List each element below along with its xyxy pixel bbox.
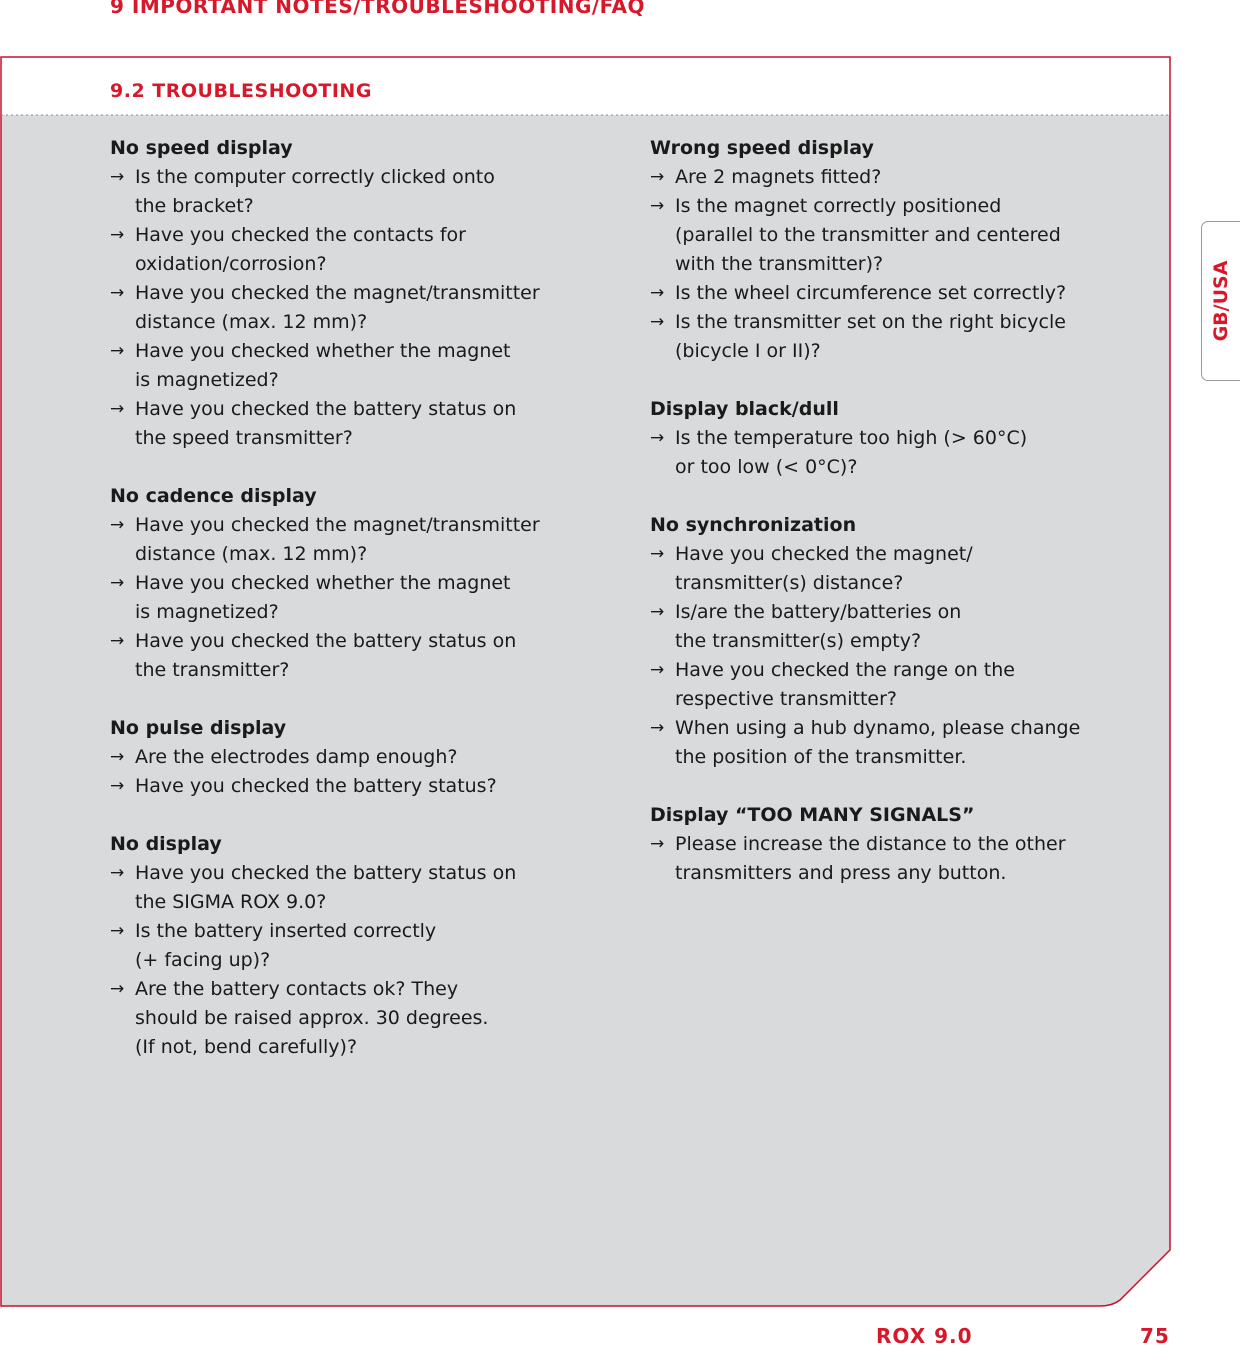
checklist-item xyxy=(110,511,610,569)
item-text-line: Have you checked the battery status? xyxy=(135,775,497,797)
checklist-item xyxy=(650,714,1160,772)
troubleshooting-block xyxy=(110,134,610,453)
checklist-item xyxy=(650,163,1160,192)
troubleshooting-block xyxy=(650,134,1160,366)
item-text-line: the position of the transmitter. xyxy=(675,746,967,768)
arrow-right-icon: → xyxy=(110,979,125,999)
block-heading: No cadence display xyxy=(110,485,317,507)
checklist-item xyxy=(110,627,610,685)
troubleshooting-block xyxy=(110,830,610,1062)
item-text-line: transmitters and press any button. xyxy=(675,862,1007,884)
item-text-line: Is the temperature too high (> 60°C) xyxy=(675,427,1028,449)
item-text-line: the transmitter? xyxy=(135,659,290,681)
checklist-item xyxy=(650,598,1160,656)
language-tab[interactable] xyxy=(1201,221,1240,381)
item-text-line: respective transmitter? xyxy=(675,688,897,710)
block-heading: Wrong speed display xyxy=(650,137,874,159)
item-text-line: When using a hub dynamo, please change xyxy=(675,717,1081,739)
troubleshooting-block xyxy=(650,395,1160,482)
item-text-line: Is/are the battery/batteries on xyxy=(675,601,962,623)
block-heading: No pulse display xyxy=(110,717,287,739)
item-text-line: Are the electrodes damp enough? xyxy=(135,746,458,768)
item-text-line: Have you checked the battery status on xyxy=(135,398,517,420)
item-text-line: (If not, bend carefully)? xyxy=(135,1036,358,1058)
checklist-item xyxy=(650,308,1160,366)
checklist-item xyxy=(650,656,1160,714)
troubleshooting-block xyxy=(650,511,1160,772)
item-text-line: the transmitter(s) empty? xyxy=(675,630,922,652)
checklist-item xyxy=(110,395,610,453)
arrow-right-icon: → xyxy=(110,776,125,796)
arrow-right-icon: → xyxy=(110,341,125,361)
arrow-right-icon: → xyxy=(110,863,125,883)
item-text-line: transmitter(s) distance? xyxy=(675,572,904,594)
item-text-line: Have you checked the battery status on xyxy=(135,862,517,884)
item-text-line: the bracket? xyxy=(135,195,254,217)
arrow-right-icon: → xyxy=(110,747,125,767)
page-number: 75 xyxy=(1140,1324,1170,1348)
arrow-right-icon: → xyxy=(650,718,665,738)
item-text-line: Have you checked whether the magnet xyxy=(135,340,511,362)
arrow-right-icon: → xyxy=(650,834,665,854)
item-text-line: oxidation/corrosion? xyxy=(135,253,327,275)
item-text-line: Is the battery inserted correctly xyxy=(135,920,437,942)
checklist-item xyxy=(110,743,610,772)
block-heading: No display xyxy=(110,833,222,855)
item-text-line: Is the wheel circumference set correctly? xyxy=(675,282,1067,304)
checklist-item xyxy=(110,917,610,975)
checklist-item xyxy=(110,569,610,627)
item-text-line: the SIGMA ROX 9.0? xyxy=(135,891,327,913)
language-tab-label: GB/USA xyxy=(1210,260,1232,342)
chapter-title: 9 IMPORTANT NOTES/TROUBLESHOOTING/FAQ xyxy=(110,0,646,18)
item-text-line: with the transmitter)? xyxy=(675,253,884,275)
arrow-right-icon: → xyxy=(650,312,665,332)
checklist-item xyxy=(110,163,610,221)
checklist-item xyxy=(650,424,1160,482)
item-text-line: Have you checked the range on the xyxy=(675,659,1015,681)
arrow-right-icon: → xyxy=(110,573,125,593)
arrow-right-icon: → xyxy=(650,428,665,448)
arrow-right-icon: → xyxy=(110,225,125,245)
block-heading: Display “TOO MANY SIGNALS” xyxy=(650,804,975,826)
arrow-right-icon: → xyxy=(110,631,125,651)
checklist-item xyxy=(650,830,1160,888)
arrow-right-icon: → xyxy=(650,167,665,187)
checklist-item xyxy=(110,772,610,801)
troubleshooting-block xyxy=(110,714,610,801)
item-text-line: Have you checked the magnet/ xyxy=(675,543,973,565)
item-text-line: the speed transmitter? xyxy=(135,427,353,449)
arrow-right-icon: → xyxy=(110,515,125,535)
right-column xyxy=(650,134,1160,917)
arrow-right-icon: → xyxy=(650,196,665,216)
item-text-line: Have you checked the magnet/transmitter xyxy=(135,282,540,304)
checklist-item xyxy=(110,221,610,279)
item-text-line: (+ facing up)? xyxy=(135,949,271,971)
item-text-line: distance (max. 12 mm)? xyxy=(135,311,368,333)
item-text-line: Have you checked the contacts for xyxy=(135,224,466,246)
item-text-line: (bicycle I or II)? xyxy=(675,340,821,362)
item-text-line: Is the magnet correctly positioned xyxy=(675,195,1002,217)
item-text-line: Have you checked the battery status on xyxy=(135,630,517,652)
arrow-right-icon: → xyxy=(650,660,665,680)
checklist-item xyxy=(110,279,610,337)
block-heading: No speed display xyxy=(110,137,293,159)
arrow-right-icon: → xyxy=(650,602,665,622)
left-column xyxy=(110,134,610,1091)
item-text-line: distance (max. 12 mm)? xyxy=(135,543,368,565)
arrow-right-icon: → xyxy=(110,283,125,303)
troubleshooting-block xyxy=(110,482,610,685)
block-heading: No synchronization xyxy=(650,514,857,536)
item-text-line: (parallel to the transmitter and centered xyxy=(675,224,1061,246)
arrow-right-icon: → xyxy=(650,283,665,303)
arrow-right-icon: → xyxy=(110,921,125,941)
arrow-right-icon: → xyxy=(110,167,125,187)
item-text-line: Are 2 magnets fitted? xyxy=(675,166,882,188)
checklist-item xyxy=(110,975,610,1062)
footer-product-name: ROX 9.0 xyxy=(876,1324,973,1348)
item-text-line: Have you checked whether the magnet xyxy=(135,572,511,594)
item-text-line: Is the transmitter set on the right bicycle xyxy=(675,311,1066,333)
item-text-line: should be raised approx. 30 degrees. xyxy=(135,1007,489,1029)
item-text-line: or too low (< 0°C)? xyxy=(675,456,858,478)
item-text-line: Are the battery contacts ok? They xyxy=(135,978,459,1000)
item-text-line: is magnetized? xyxy=(135,601,279,623)
checklist-item xyxy=(110,859,610,917)
item-text-line: is magnetized? xyxy=(135,369,279,391)
checklist-item xyxy=(110,337,610,395)
item-text-line: Is the computer correctly clicked onto xyxy=(135,166,495,188)
block-heading: Display black/dull xyxy=(650,398,839,420)
item-text-line: Have you checked the magnet/transmitter xyxy=(135,514,540,536)
troubleshooting-block xyxy=(650,801,1160,888)
arrow-right-icon: → xyxy=(650,544,665,564)
checklist-item xyxy=(650,540,1160,598)
item-text-line: Please increase the distance to the other xyxy=(675,833,1066,855)
arrow-right-icon: → xyxy=(110,399,125,419)
section-title: 9.2 TROUBLESHOOTING xyxy=(110,80,372,102)
checklist-item xyxy=(650,192,1160,279)
checklist-item xyxy=(650,279,1160,308)
